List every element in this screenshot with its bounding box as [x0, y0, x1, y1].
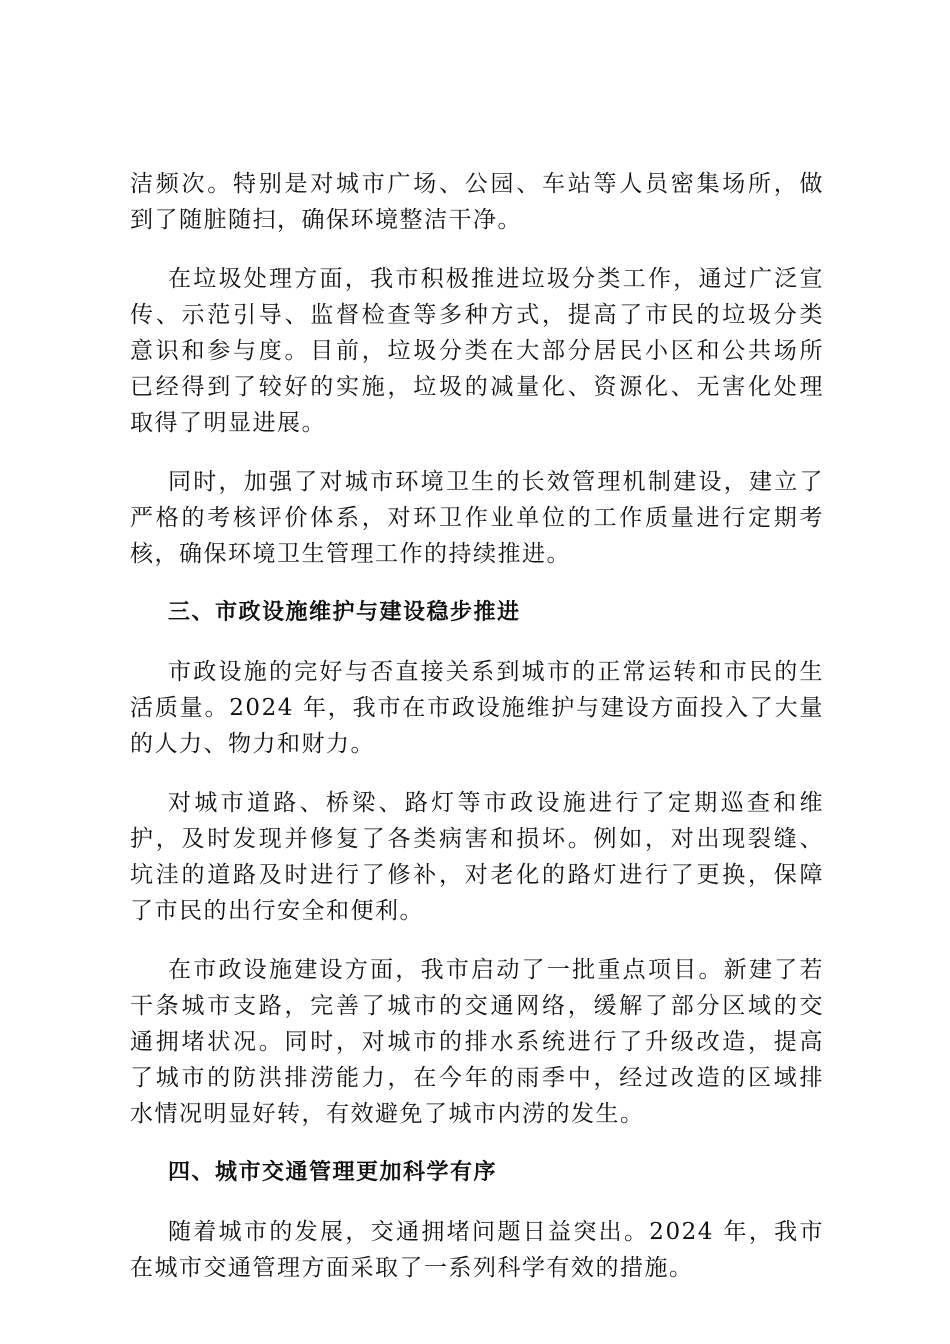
text-line: 在市政设施建设方面，我市启动了一批重点项目。新建了若: [168, 957, 824, 983]
text-line: 护，及时发现并修复了各类病害和损坏。例如，对出现裂缝、: [130, 826, 824, 852]
text-line: 活质量。2024 年，我市在市政设施维护与建设方面投入了大量: [130, 695, 824, 721]
text-line: 在城市交通管理方面采取了一系列科学有效的措施。: [130, 1255, 694, 1281]
text-line: 已经得到了较好的实施，垃圾的减量化、资源化、无害化处理: [130, 374, 824, 400]
text-line: 洁频次。特别是对城市广场、公园、车站等人员密集场所，做: [130, 171, 824, 197]
text-line: 了市民的出行安全和便利。: [130, 898, 424, 924]
text-line: 的人力、物力和财力。: [130, 731, 375, 757]
paragraph: [130, 464, 824, 572]
text-line: 取得了明显进展。: [130, 410, 326, 436]
text-line: 干条城市支路，完善了城市的交通网络，缓解了部分区域的交: [130, 993, 824, 1019]
section-heading: 四、城市交通管理更加科学有序: [168, 1160, 498, 1185]
text-line: 市政设施的完好与否直接关系到城市的正常运转和市民的生: [168, 659, 824, 685]
document-body: [130, 166, 824, 1309]
text-line: 到了随脏随扫，确保环境整洁干净。: [130, 207, 522, 233]
text-line: 意识和参与度。目前，垃圾分类在大部分居民小区和公共场所: [130, 338, 824, 364]
paragraph: [130, 952, 824, 1132]
paragraph: [130, 785, 824, 929]
text-line: 坑洼的道路及时进行了修补，对老化的路灯进行了更换，保障: [130, 862, 824, 888]
text-line: 对城市道路、桥梁、路灯等市政设施进行了定期巡查和维: [168, 790, 824, 816]
text-line: 通拥堵状况。同时，对城市的排水系统进行了升级改造，提高: [130, 1029, 824, 1055]
text-line: 严格的考核评价体系，对环卫作业单位的工作质量进行定期考: [130, 505, 824, 531]
paragraph: [130, 166, 824, 238]
paragraph: [130, 261, 824, 441]
text-line: 传、示范引导、监督检查等多种方式，提高了市民的垃圾分类: [130, 302, 824, 328]
text-line: 核，确保环境卫生管理工作的持续推进。: [130, 541, 571, 567]
paragraph: [130, 654, 824, 762]
section-heading: 三、市政设施维护与建设稳步推进: [168, 600, 521, 625]
text-line: 同时，加强了对城市环境卫生的长效管理机制建设，建立了: [168, 469, 824, 495]
text-line: 了城市的防洪排涝能力，在今年的雨季中，经过改造的区域排: [130, 1065, 824, 1091]
text-line: 在垃圾处理方面，我市积极推进垃圾分类工作，通过广泛宣: [168, 266, 824, 292]
paragraph: [130, 1214, 824, 1286]
text-line: 水情况明显好转，有效避免了城市内涝的发生。: [130, 1101, 645, 1127]
text-line: 随着城市的发展，交通拥堵问题日益突出。2024 年，我市: [168, 1219, 824, 1245]
